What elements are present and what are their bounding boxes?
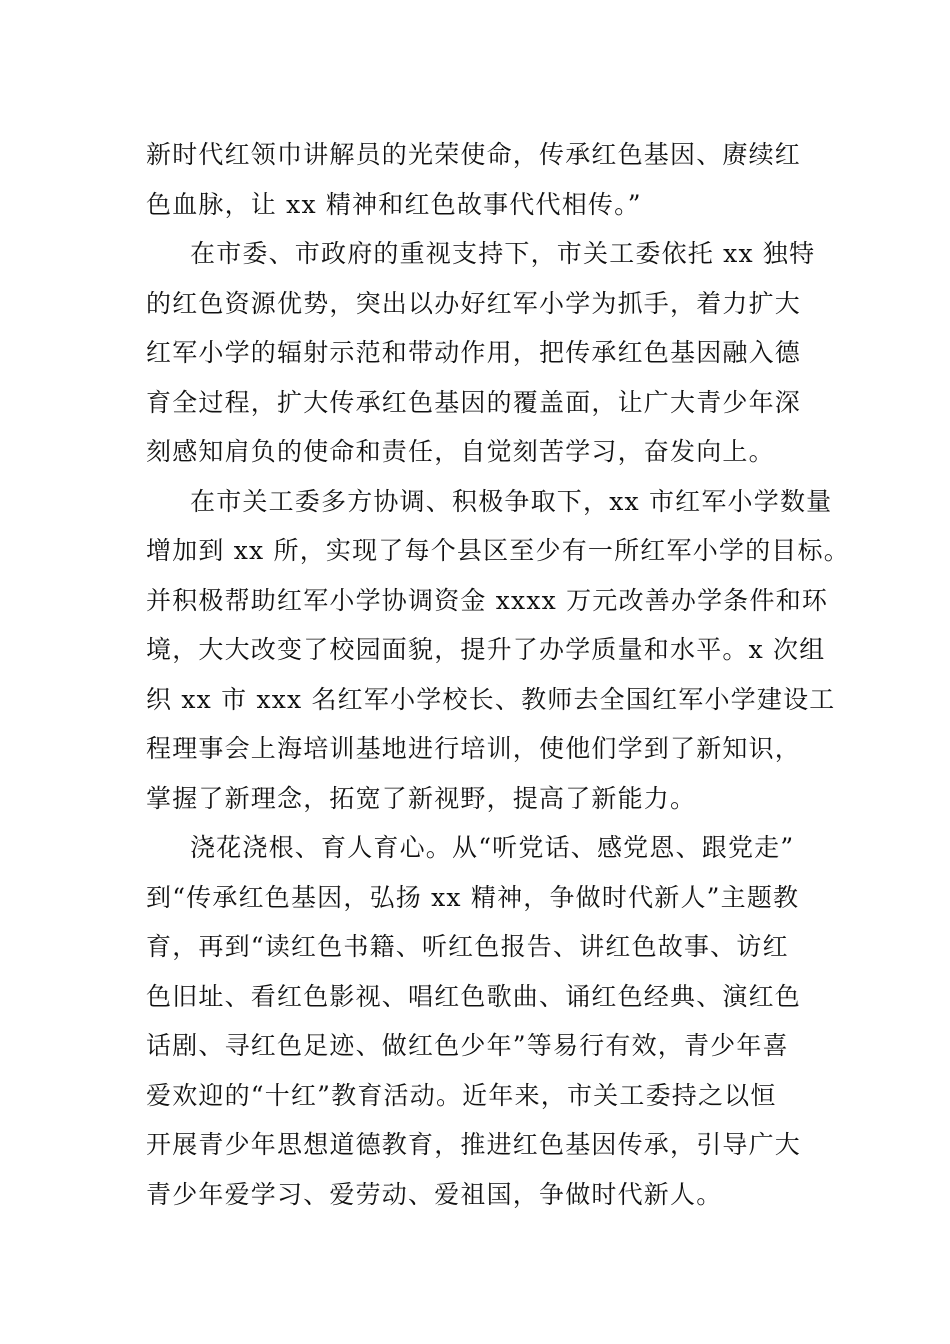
paragraph-line: 到“传承红色基因，弘扬 xx 精神，争做时代新人”主题教 — [146, 882, 800, 912]
paragraph-line: 织 xx 市 xxx 名红军小学校长、教师去全国红军小学建设工 — [146, 684, 836, 714]
paragraph-line: 育，再到“读红色书籍、听红色报告、讲红色故事、访红 — [146, 932, 789, 961]
document-body — [146, 130, 850, 1219]
paragraph-line: 的红色资源优势，突出以办好红军小学为抓手，着力扩大 — [146, 288, 802, 318]
paragraph-2 — [146, 229, 816, 477]
paragraph-line: 话剧、寻红色足迹、做红色少年”等易行有效，青少年喜 — [146, 1031, 789, 1060]
paragraph-line: 爱欢迎的“十红”教育活动。近年来，市关工委持之以恒 — [146, 1080, 777, 1110]
paragraph-line: 育全过程，扩大传承红色基因的覆盖面，让广大青少年深 — [146, 387, 802, 417]
paragraph-line: 色血脉，让 xx 精神和红色故事代代相传。” — [146, 189, 642, 219]
paragraph-line: 色旧址、看红色影视、唱红色歌曲、诵红色经典、演红色 — [146, 981, 802, 1011]
paragraph-3 — [146, 477, 850, 824]
paragraph-line: 青少年爱学习、爱劳动、爱祖国，争做时代新人。 — [146, 1179, 723, 1209]
paragraph-4 — [146, 823, 816, 1219]
paragraph-line: 开展青少年思想道德教育，推进红色基因传承，引导广大 — [146, 1130, 802, 1159]
paragraph-line: 程理事会上海培训基地进行培训，使他们学到了新知识， — [146, 734, 802, 763]
paragraph-line: 在市关工委多方协调、积极争取下，xx 市红军小学数量 — [190, 486, 833, 516]
paragraph-line: 境，大大改变了校园面貌，提升了办学质量和水平。x 次组 — [146, 635, 826, 664]
paragraph-line: 在市委、市政府的重视支持下，市关工委依托 xx 独特 — [190, 239, 816, 268]
paragraph-line: 增加到 xx 所，实现了每个县区至少有一所红军小学的目标。 — [146, 536, 850, 565]
paragraph-line: 浇花浇根、育人育心。从“听党话、感党恩、跟党走” — [190, 833, 795, 862]
paragraph-line: 刻感知肩负的使命和责任，自觉刻苦学习，奋发向上。 — [146, 437, 775, 466]
paragraph-1 — [146, 130, 816, 229]
paragraph-line: 红军小学的辐射示范和带动作用，把传承红色基因融入德 — [146, 338, 802, 367]
paragraph-line: 掌握了新理念，拓宽了新视野，提高了新能力。 — [146, 783, 697, 813]
paragraph-line: 并积极帮助红军小学协调资金 xxxx 万元改善办学条件和环 — [146, 585, 829, 615]
paragraph-line: 新时代红领巾讲解员的光荣使命，传承红色基因、赓续红 — [146, 140, 802, 169]
